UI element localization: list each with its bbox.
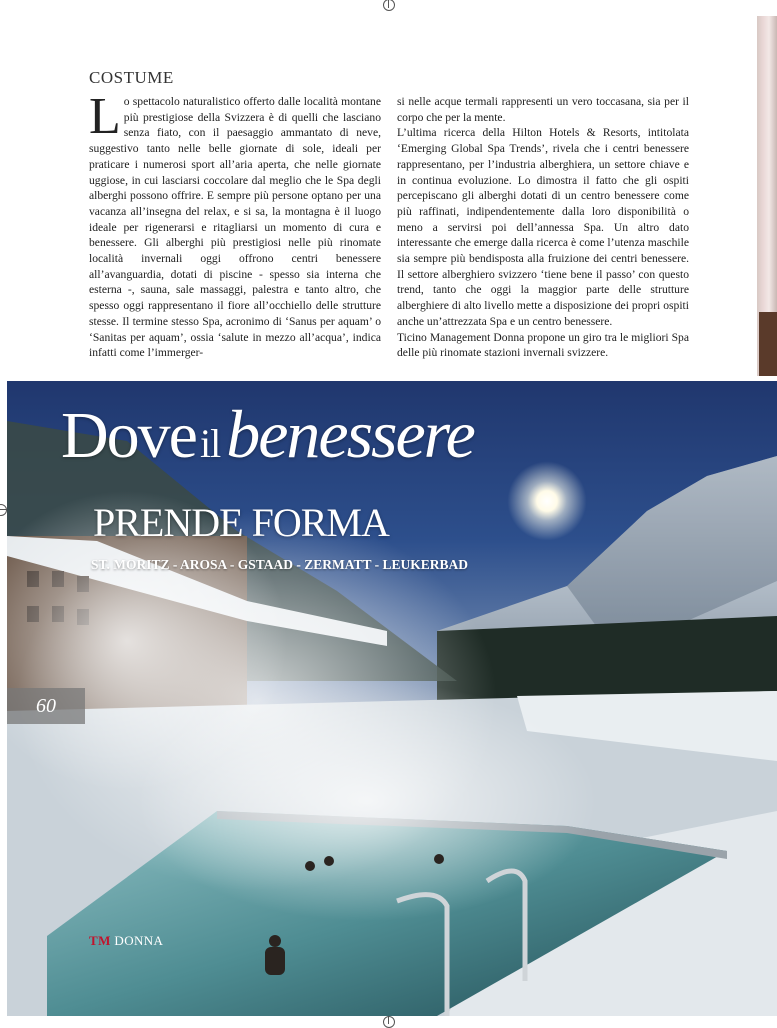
- article-column-2: [397, 94, 689, 361]
- article-paragraph: Ticino Management Donna propone un giro tra le migliori Spa delle più rinomate stazioni invernali svizzere.: [397, 330, 689, 360]
- brand-tm: TM: [89, 933, 111, 948]
- brand-donna: DONNA: [114, 933, 164, 948]
- article-paragraph: si nelle acque termali rappresenti un vero toccasana, sia per il corpo che per la mente.: [397, 95, 689, 124]
- article-body: [89, 88, 689, 361]
- feature-title: [61, 395, 474, 474]
- spa-photo: [7, 381, 777, 1016]
- feature-title-il: il: [199, 421, 221, 466]
- magazine-brand: [89, 933, 163, 949]
- crop-mark-left-circle: [0, 504, 7, 516]
- article-paragraph: [89, 88, 381, 361]
- page-number: 60: [36, 694, 56, 717]
- crop-mark-bottom-circle: [383, 1016, 395, 1028]
- article-column-1: [89, 88, 381, 361]
- page-number-badge: [7, 688, 85, 724]
- article-paragraph-text: o spettacolo naturalistico offerto dalle località montane più prestigiose della Svizzera è di quelli che lasciano senza fiato, con il paesaggio ammantato di neve, suggestivo tanto nelle belle giornate di sole, ideali per praticare i numerosi sport all’aria aperta, che nelle giornate uggiose, in cui lasciarsi coccolare dal meglio che le Spa degli alberghi possono offrire. E sempre più persone optano per una vacanza all’insegna del relax, e si sa, la montagna è il luogo ideale per rigenerarsi e ritagliarsi un momento di cura e benessere. Gli alberghi più prestigiosi nelle più rinomate località invernali oggi offrono centri benessere all’avanguardia, dotati di piscine - spesso sia interna che esterna -, sauna, sale massaggi, palestra e tanto altro, che spesso oggi rappresentano il fiore all’occhiello delle strutture stesse. Il termine stesso Spa, acronimo di ‘Sanus per aquam’ o ‘Sanitas per aquam’, ossia ‘salute in mezzo all’acqua’, indica infatti come l’immerger-: [89, 95, 381, 360]
- scenery-illustration: [7, 381, 777, 1016]
- feature-title-dove: Dove: [61, 399, 196, 472]
- crop-mark-top-circle: [383, 0, 395, 11]
- sun: [507, 461, 587, 541]
- section-label: COSTUME: [89, 68, 174, 87]
- drop-cap: L: [89, 88, 121, 145]
- feature-title-benessere: benessere: [226, 396, 474, 472]
- feature-subtitle: PRENDE FORMA: [93, 500, 389, 545]
- article-paragraph: L’ultima ricerca della Hilton Hotels & Resorts, intitolata ‘Emerging Global Spa Trends’, rivela che i centri benessere rappresentano, per l’industria alberghiera, un settore chiave e in continua evoluzione. Lo dimostra il fatto che gli ospiti percepiscano gli alberghi dotati di un centro benessere come più raffinati, indipendentemente dalla loro disponibilità o meno a servirsi poi dell’annessa Spa. Un altro dato interessante che emerge dalla ricerca è come l’utenza maschile sia sempre più bendisposta alla fruizione dei centri benessere. Il settore alberghiero svizzero ‘tiene bene il passo’ con questo trend, tanto che oggi la maggior parte delle strutture alberghiere di alto livello mette a disposizione dei propri ospiti anche un’attrezzata Spa e un centro benessere.: [397, 126, 689, 328]
- adjacent-page-edge: [757, 16, 777, 376]
- feature-locations: ST. MORITZ - AROSA - GSTAAD - ZERMATT - LEUKERBAD: [91, 557, 469, 572]
